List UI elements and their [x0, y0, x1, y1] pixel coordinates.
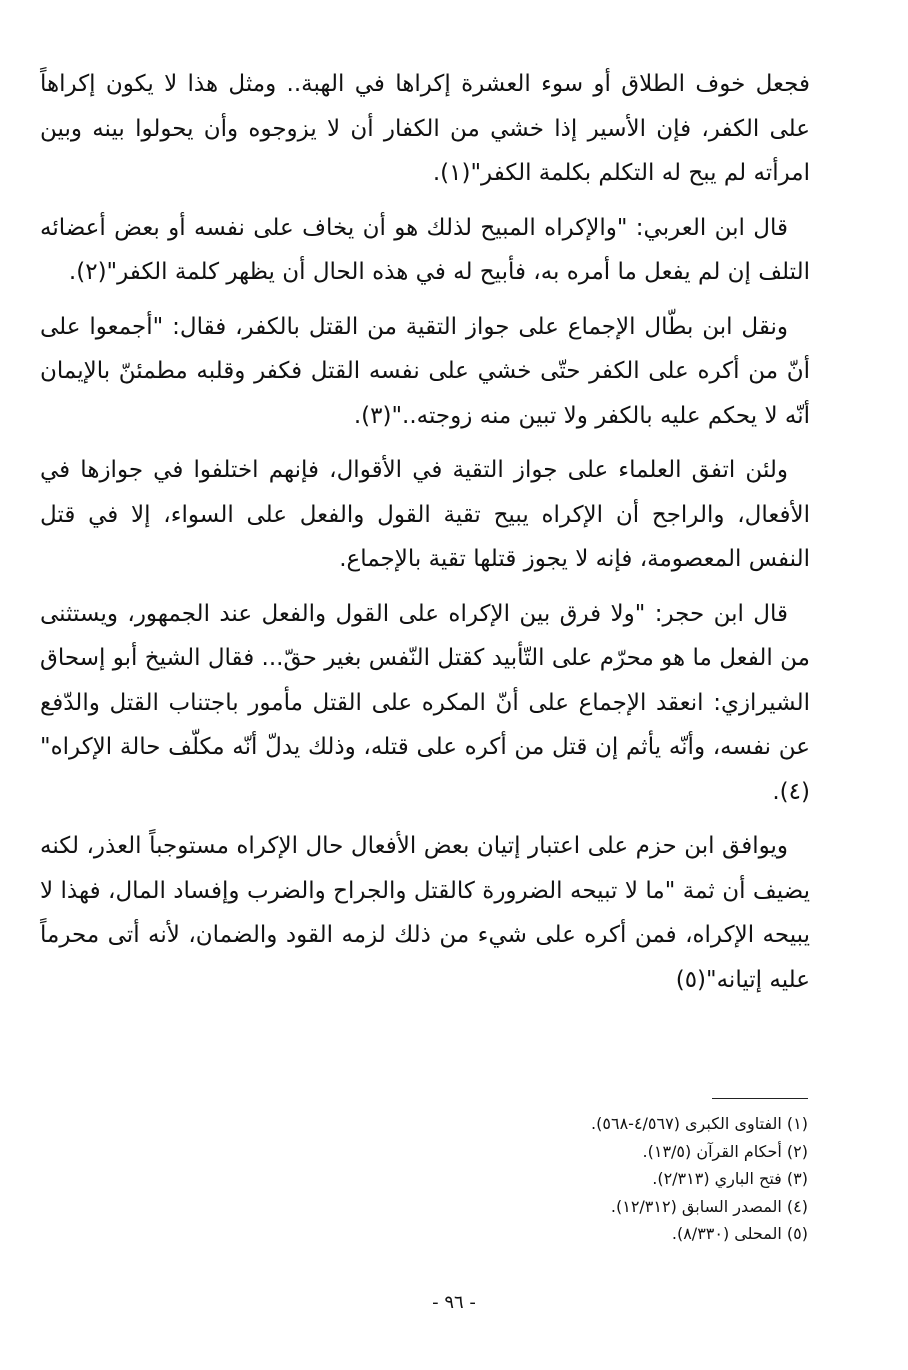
page-number: - ٩٦ - [432, 1292, 476, 1313]
footnote-separator [712, 1098, 808, 1099]
footnote-1: (١) الفتاوى الكبرى (٤/٥٦٧-٥٦٨). [591, 1114, 808, 1133]
footnote-5: (٥) المحلى (٨/٣٣٠). [671, 1224, 808, 1243]
paragraph-4: ولئن اتفق العلماء على جواز التقية في الأقوال، فإنهم اختلفوا في جوازها في الأفعال، والراجح أن الإكراه يبيح تقية القول والفعل على السواء، إلا في قتل النفس المعصومة، فإنه لا يجوز قتلها تقية بالإجماع. [40, 457, 810, 572]
footnote-3: (٣) فتح الباري (٢/٣١٣). [652, 1169, 808, 1188]
paragraph-5: قال ابن حجر: "ولا فرق بين الإكراه على القول والفعل عند الجمهور، ويستثنى من الفعل ما هو محرّم على التّأبيد كقتل النّفس بغير حقّ... فقال الشيخ أبو إسحاق الشيرازي: انعقد الإجماع على أنّ المكره على القتل مأمور باجتناب القتل والدّفع عن نفسه، وأنّه يأثم إن قتل من أكره على قتله، وذلك يدلّ أنّه مكلّف حالة الإكراه"(٤). [40, 600, 810, 805]
paragraph-2: قال ابن العربي: "والإكراه المبيح لذلك هو أن يخاف على نفسه أو بعض أعضائه التلف إن لم يفعل ما أمره به، فأبيح له في هذه الحال أن يظهر كلمة الكفر"(٢). [40, 214, 810, 285]
paragraph-1: فجعل خوف الطلاق أو سوء العشرة إكراها في الهبة.. ومثل هذا لا يكون إكراهاً على الكفر، فإن الأسير إذا خشي من الكفار أن لا يزوجوه وأن يحولوا بينه وبين امرأته لم يبح له التكلم بكلمة الكفر"(١). [40, 71, 810, 186]
main-text [40, 62, 810, 1012]
footnote-2: (٢) أحكام القرآن (١٣/٥). [642, 1141, 808, 1161]
footnote-4: (٤) المصدر السابق (١٢/٣١٢). [610, 1196, 808, 1216]
paragraph-3: ونقل ابن بطّال الإجماع على جواز التقية من القتل بالكفر، فقال: "أجمعوا على أنّ من أكره على الكفر حتّى خشي على نفسه القتل فكفر وقلبه مطمئنّ بالإيمان أنّه لا يحكم عليه بالكفر ولا تبين منه زوجته.."(٣). [40, 313, 810, 429]
paragraph-6: ويوافق ابن حزم على اعتبار إتيان بعض الأفعال حال الإكراه مستوجباً العذر، لكنه يضيف أن ثمة "ما لا تبيحه الضرورة كالقتل والجراح والضرب وإفساد المال، فهذا لا يبيحه الإكراه، فمن أكره على شيء من ذلك لزمه القود والضمان، لأنه أتى محرماً عليه إتيانه"(٥) [40, 833, 810, 993]
footnotes [328, 1110, 808, 1248]
